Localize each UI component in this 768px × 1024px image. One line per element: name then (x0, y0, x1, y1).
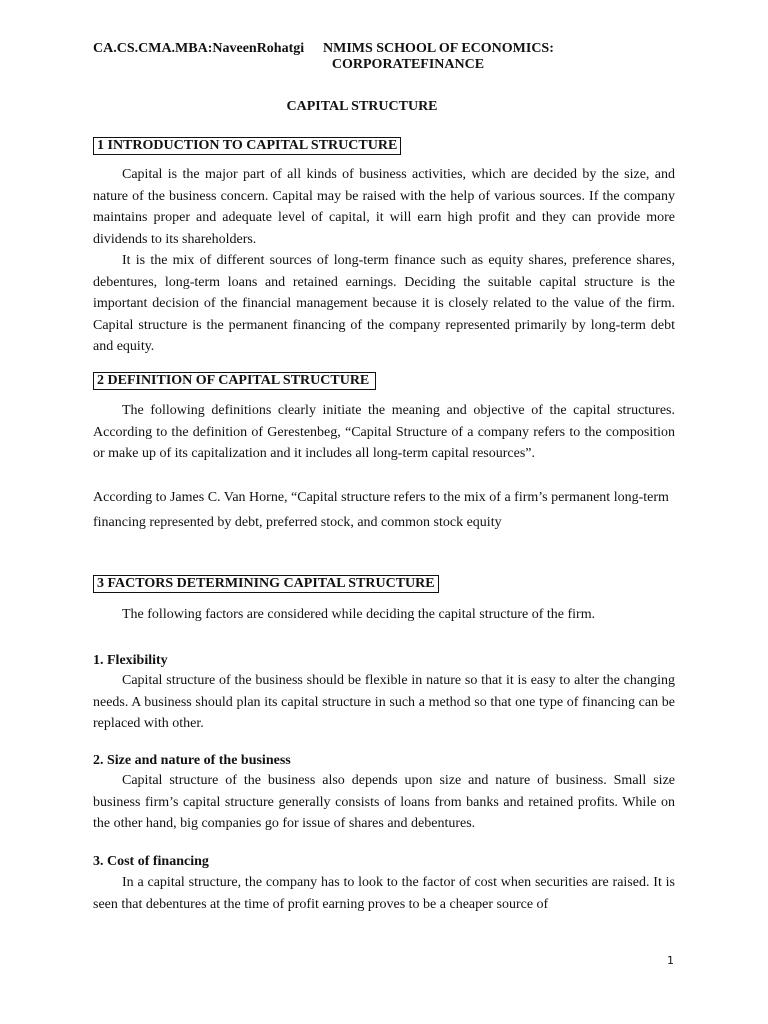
header-school: NMIMS SCHOOL OF ECONOMICS: (323, 41, 554, 56)
factor-2-title: 2. Size and nature of the business (93, 753, 291, 768)
factor-3-title: 3. Cost of financing (93, 854, 209, 869)
factors-intro: The following factors are considered while deciding the capital structure of the firm. (122, 607, 596, 622)
factor-3-text: In a capital structure, the company has to look to the factor of cost when securities are raised. It is seen that debentures at the time of profit earning proves to be a cheaper source of (93, 875, 675, 912)
section-heading-factors: 3 FACTORS DETERMINING CAPITAL STRUCTURE (93, 575, 439, 593)
factor-1-title: 1. Flexibility (93, 653, 168, 668)
header-author: CA.CS.CMA.MBA:NaveenRohatgi (93, 41, 305, 56)
section-heading-definition: 2 DEFINITION OF CAPITAL STRUCTURE (93, 372, 376, 390)
intro-paragraph-2: It is the mix of different sources of long-term finance such as equity shares, preference shares, debentures, long-term loans and retained earnings. Deciding the suitable capital structure is the important decision of the financial management because it is closely related to the value of the firm. Capital structure is the permanent financing of the company represented primarily by long-term debt and equity. (93, 253, 675, 354)
definition-paragraph-2: According to James C. Van Horne, “Capital structure refers to the mix of a firm’s permanent long-term financing represented by debt, preferred stock, and common stock equity (93, 490, 669, 530)
header-course: CORPORATEFINANCE (331, 57, 485, 72)
page-header (93, 41, 683, 73)
section-heading-introduction: 1 INTRODUCTION TO CAPITAL STRUCTURE (93, 137, 401, 155)
definition-paragraph-1: The following definitions clearly initiate the meaning and objective of the capital structures. According to the definition of Gerestenbeg, “Capital Structure of a company refers to the composition or make up of its capitalization and it includes all long-term capital resources”. (93, 403, 675, 461)
factor-2-text: Capital structure of the business also depends upon size and nature of business. Small size business firm’s capital structure generally consists of loans from banks and retained profits. While on the other hand, big companies go for issue of shares and debentures. (93, 773, 675, 831)
page-title: CAPITAL STRUCTURE (286, 99, 438, 114)
intro-paragraph-1: Capital is the major part of all kinds of business activities, which are decided by the size, and nature of the business concern. Capital may be raised with the help of various sources. If the company maintains proper and adequate level of capital, it will earn high profit and they can provide more dividends to its shareholders. (93, 167, 675, 247)
page-number: 1 (667, 954, 674, 967)
factor-1-text: Capital structure of the business should be flexible in nature so that it is easy to alter the changing needs. A business should plan its capital structure in such a method so that one type of financing can be replaced with other. (93, 673, 675, 731)
